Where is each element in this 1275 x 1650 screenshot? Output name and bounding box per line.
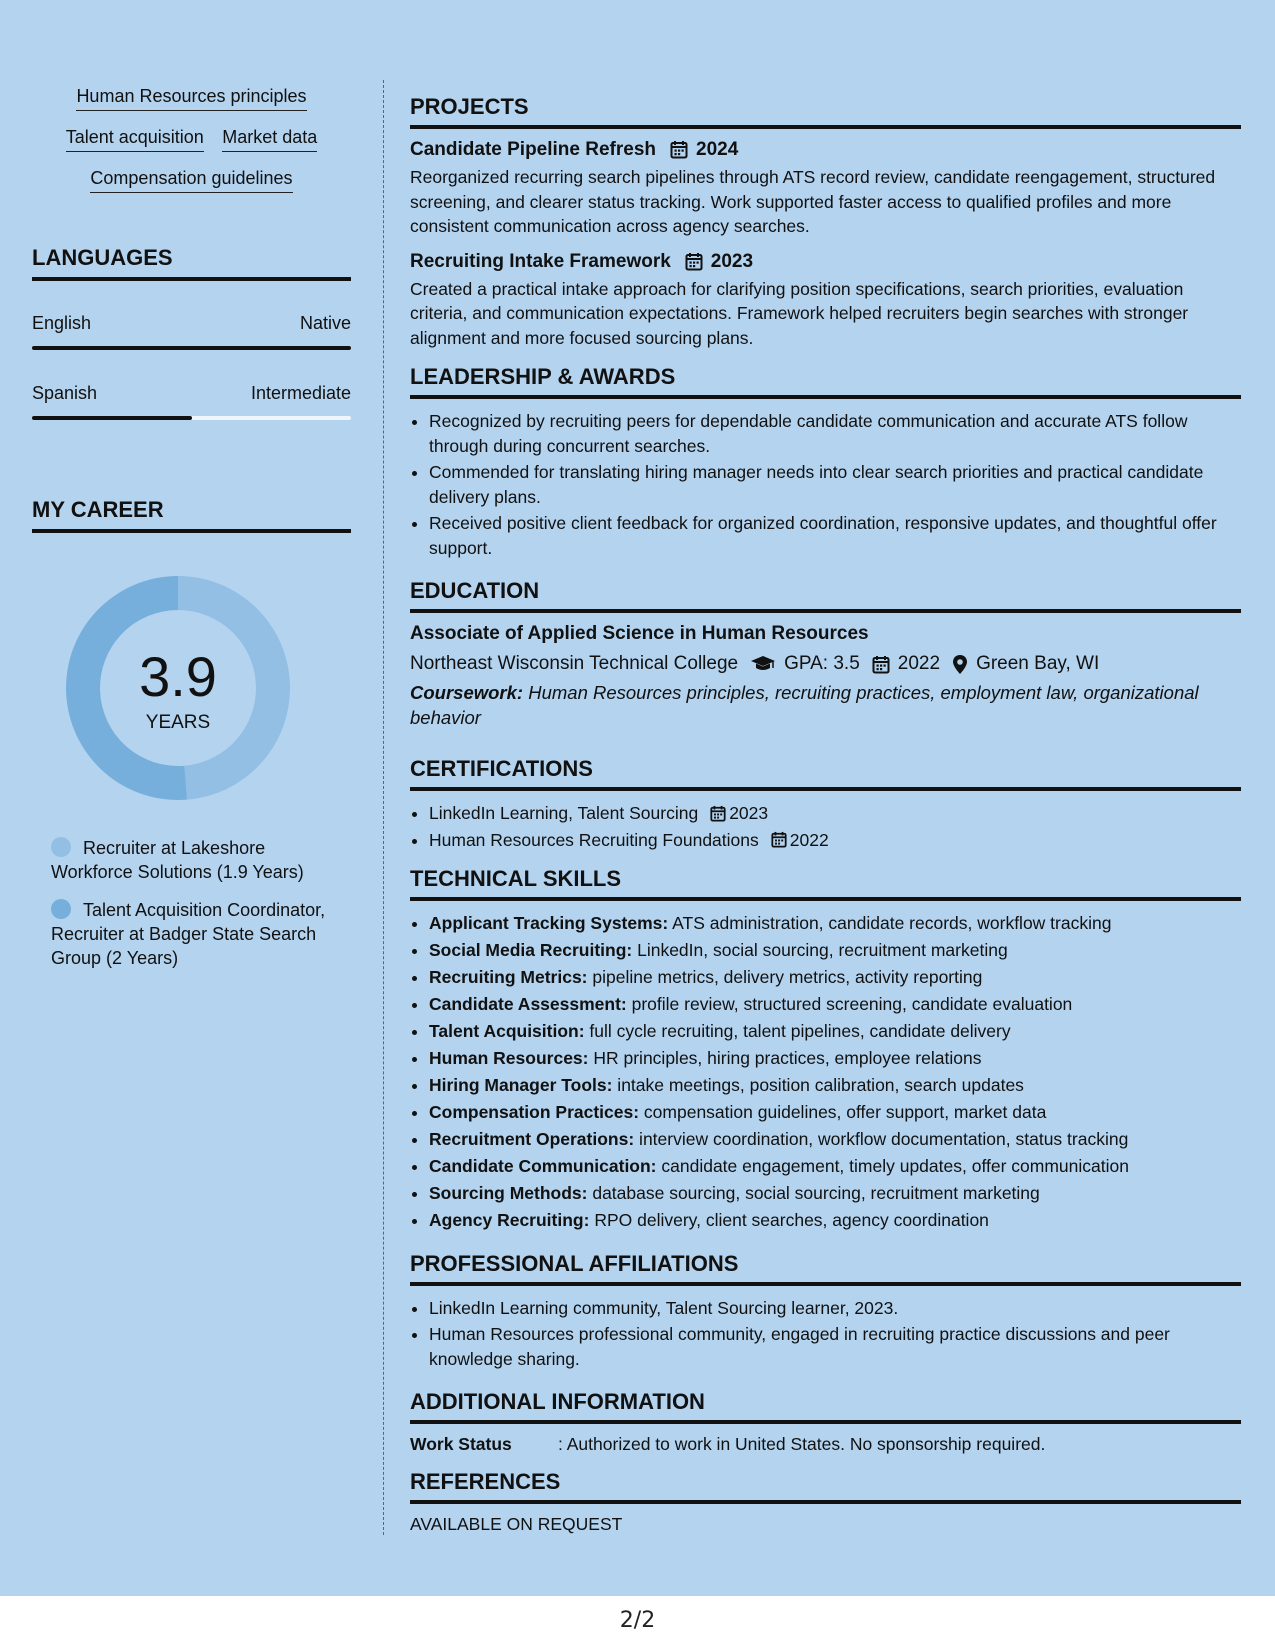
- project-year: 2023: [710, 250, 754, 272]
- column-divider: [383, 80, 384, 1535]
- list-item: [429, 1046, 1241, 1071]
- language-name: Spanish: [32, 383, 98, 403]
- list-item: [429, 828, 1241, 853]
- language-proficiency-bar: [32, 346, 351, 350]
- list-item: [429, 1127, 1241, 1152]
- skill-category: Candidate Assessment:: [429, 994, 627, 1014]
- list-item: [429, 1073, 1241, 1098]
- skill-tag: Human Resources principles: [76, 86, 306, 111]
- language-proficiency-fill: [32, 416, 192, 420]
- education-gpa: GPA: 3.5: [784, 653, 860, 674]
- location-pin-icon: [952, 654, 968, 675]
- skill-tags: [32, 86, 351, 209]
- calendar-icon: [670, 139, 688, 161]
- language-item-spanish: [32, 383, 351, 420]
- career-donut-center: [66, 576, 290, 800]
- skill-category: Recruiting Metrics:: [429, 967, 588, 987]
- education-heading: EDUCATION: [410, 578, 1241, 613]
- skill-values: HR principles, hiring practices, employee relations: [588, 1048, 982, 1068]
- education-details: [410, 653, 1241, 675]
- list-item: • Human Resources professional community, engaged in recruiting practice discussions and peer knowledge sharing.: [429, 1322, 1241, 1371]
- legend-label: Talent Acquisition Coordinator, Recruiter at Badger State Search Group (2 Years): [51, 900, 326, 968]
- affiliations-heading: PROFESSIONAL AFFILIATIONS: [410, 1251, 1241, 1286]
- career-total-unit: YEARS: [145, 712, 211, 733]
- skill-values: interview coordination, workflow documentation, status tracking: [634, 1129, 1129, 1149]
- list-item: [429, 1181, 1241, 1206]
- education-school: Northeast Wisconsin Technical College: [410, 653, 739, 674]
- list-item: [429, 801, 1241, 826]
- additional-info-heading: ADDITIONAL INFORMATION: [410, 1389, 1241, 1424]
- language-proficiency-fill: [32, 346, 351, 350]
- language-level: Native: [299, 313, 351, 333]
- work-status-row: [410, 1434, 1241, 1455]
- affiliations-list: [410, 1296, 1241, 1372]
- project-description: Reorganized recurring search pipelines through ATS record review, candidate reengagement, structured screening, and clearer status tracking. Work supported faster access to qualified profiles and more consistent communication across agency searches.: [410, 167, 1216, 236]
- skill-values: RPO delivery, client searches, agency coordination: [589, 1210, 989, 1230]
- skill-tag-row: [32, 86, 351, 111]
- languages-heading: LANGUAGES: [32, 245, 351, 281]
- technical-skills-heading: TECHNICAL SKILLS: [410, 866, 1241, 901]
- list-item: [429, 992, 1241, 1017]
- language-proficiency-bar: [32, 416, 351, 420]
- list-item: [429, 911, 1241, 936]
- calendar-icon: [771, 831, 787, 848]
- skill-category: Recruitment Operations:: [429, 1129, 635, 1149]
- leadership-heading: LEADERSHIP & AWARDS: [410, 364, 1241, 399]
- skill-category: Applicant Tracking Systems:: [429, 913, 669, 933]
- certifications-list: [410, 801, 1241, 852]
- legend-swatch: [51, 899, 71, 919]
- skill-values: full cycle recruiting, talent pipelines, candidate delivery: [584, 1021, 1011, 1041]
- career-total-years: 3.9: [139, 645, 217, 708]
- references-text: AVAILABLE ON REQUEST: [410, 1514, 623, 1534]
- project-title: [410, 251, 1241, 273]
- career-heading: MY CAREER: [32, 497, 351, 533]
- calendar-icon: [710, 805, 726, 822]
- career-legend-item: [51, 898, 341, 970]
- skill-category: Talent Acquisition:: [429, 1021, 585, 1041]
- list-item: • Received positive client feedback for organized coordination, responsive updates, and thoughtful offer support.: [429, 511, 1241, 560]
- skill-values: LinkedIn, social sourcing, recruitment marketing: [632, 940, 1008, 960]
- list-item: [429, 1019, 1241, 1044]
- calendar-icon: [685, 251, 703, 273]
- certification-name: • Human Resources Recruiting Foundations: [429, 829, 759, 850]
- skill-tag-row: [32, 127, 351, 152]
- project-title: [410, 139, 1241, 161]
- project-year: 2024: [696, 139, 739, 160]
- list-item: • Commended for translating hiring manager needs into clear search priorities and practical candidate delivery plans.: [429, 460, 1241, 509]
- technical-skills-list: [410, 911, 1241, 1233]
- education-location: Green Bay, WI: [976, 653, 1100, 674]
- skill-values: profile review, structured screening, candidate evaluation: [626, 994, 1073, 1014]
- education-year: 2022: [897, 653, 941, 674]
- work-status-value: : Authorized to work in United States. No sponsorship required.: [558, 1434, 1046, 1454]
- certification-year: 2022: [789, 829, 829, 850]
- language-item-english: [32, 313, 351, 350]
- page-footer: [0, 1596, 1275, 1650]
- coursework-label: Coursework:: [410, 682, 524, 703]
- skill-values: database sourcing, social sourcing, recruitment marketing: [587, 1183, 1040, 1203]
- legend-label: Recruiter at Lakeshore Workforce Solutions (1.9 Years): [51, 838, 304, 882]
- list-item: [429, 1208, 1241, 1233]
- language-level: Intermediate: [250, 383, 351, 403]
- legend-swatch: [51, 837, 71, 857]
- skill-category: Candidate Communication:: [429, 1156, 657, 1176]
- graduation-cap-icon: [750, 655, 776, 673]
- certification-year: 2023: [729, 803, 769, 823]
- list-item: • Recognized by recruiting peers for dependable candidate communication and accurate ATS follow through during concurrent searches.: [429, 409, 1241, 458]
- skill-values: ATS administration, candidate records, workflow tracking: [668, 913, 1112, 933]
- list-item: • LinkedIn Learning community, Talent Sourcing learner, 2023.: [429, 1296, 1241, 1321]
- skill-tag: Talent acquisition: [66, 127, 204, 152]
- skill-category: Sourcing Methods:: [429, 1183, 588, 1203]
- skill-tag: Market data: [222, 127, 317, 152]
- skill-category: Agency Recruiting:: [429, 1210, 590, 1230]
- project-name: Recruiting Intake Framework: [410, 250, 671, 272]
- education-degree: Associate of Applied Science in Human Resources: [410, 623, 869, 644]
- list-item: [429, 938, 1241, 963]
- leadership-list: [410, 409, 1241, 560]
- work-status-label: Work Status: [410, 1434, 512, 1454]
- certifications-heading: CERTIFICATIONS: [410, 756, 1241, 791]
- skill-category: Social Media Recruiting:: [429, 940, 633, 960]
- language-name: English: [32, 313, 92, 333]
- skill-values: pipeline metrics, delivery metrics, activity reporting: [587, 967, 983, 987]
- skill-category: Human Resources:: [429, 1048, 589, 1068]
- skill-values: intake meetings, position calibration, search updates: [612, 1075, 1024, 1095]
- list-item: [429, 965, 1241, 990]
- education-coursework: [410, 681, 1241, 730]
- projects-heading: PROJECTS: [410, 94, 1241, 129]
- skill-values: compensation guidelines, offer support, market data: [639, 1102, 1047, 1122]
- list-item: [429, 1100, 1241, 1125]
- calendar-icon: [872, 655, 890, 674]
- skill-category: Compensation Practices:: [429, 1102, 640, 1122]
- page-number: 2/2: [619, 1608, 656, 1633]
- skill-values: candidate engagement, timely updates, offer communication: [656, 1156, 1129, 1176]
- skill-tag: Compensation guidelines: [90, 168, 292, 193]
- list-item: [429, 1154, 1241, 1179]
- project-description: Created a practical intake approach for clarifying position specifications, search priorities, evaluation criteria, and communication expectations. Framework helped recruiters begin searches with stronger alignment and more focused sourcing plans.: [410, 278, 1189, 348]
- right-column: [410, 94, 1241, 1535]
- references-heading: REFERENCES: [410, 1469, 1241, 1504]
- skill-category: Hiring Manager Tools:: [429, 1075, 613, 1095]
- career-legend-item: [51, 836, 341, 884]
- coursework-text: Human Resources principles, recruiting practices, employment law, organizational behavior: [410, 682, 1199, 728]
- certification-name: • LinkedIn Learning, Talent Sourcing: [429, 803, 699, 823]
- project-name: Candidate Pipeline Refresh: [410, 139, 657, 160]
- skill-tag-row: [32, 168, 351, 193]
